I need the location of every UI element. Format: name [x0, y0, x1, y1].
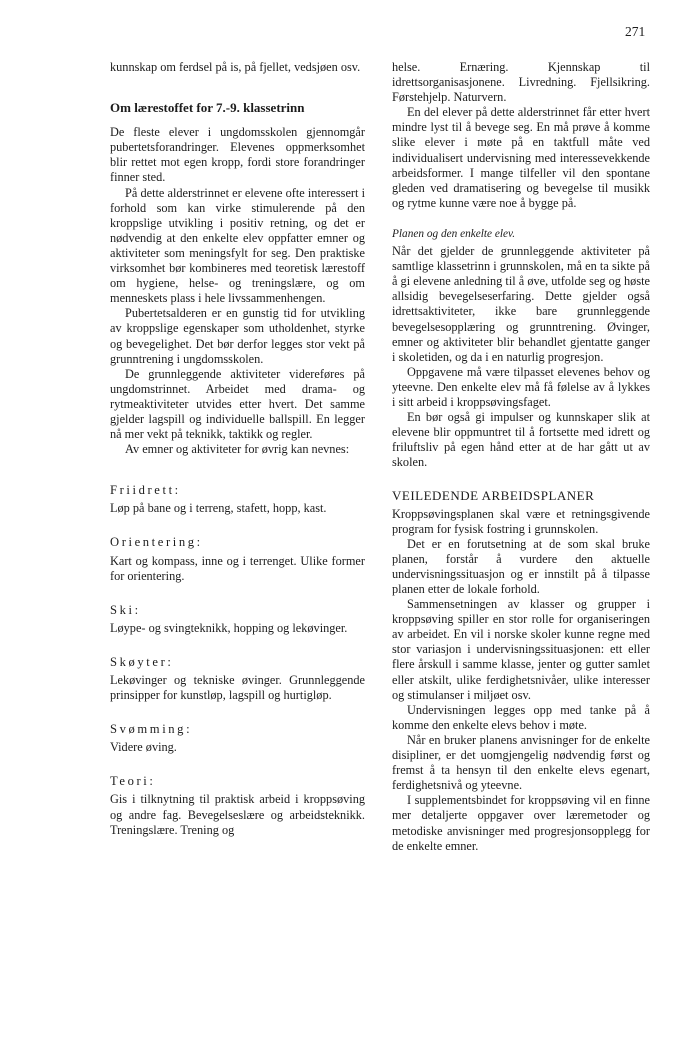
topic-text-svomming: Videre øving. [110, 740, 177, 755]
topic-heading-svomming: Svømming: [110, 722, 193, 737]
right-column [392, 60, 650, 854]
paragraph: Sammensetningen av klasser og grupper i kroppsøving spiller en stor rolle for organiseringen av arbeidet. En vil i norske skoler kunne regne med stor variasjon i undervisningssituasjonen: ett eller flere årskull i samme klasse, jenter og gutter samlet eller atskilt, ulike ferdighetsnivåer, ulike interesser og stimulanser i miljøet osv. [392, 597, 650, 702]
paragraph: Av emner og aktiviteter for øvrig kan nevnes: [125, 442, 350, 457]
italic-subheading: Planen og den enkelte elev. [392, 227, 516, 240]
topic-text-orientering: Kart og kompass, inne og i terrenget. Ulike former for orientering. [110, 553, 365, 583]
paragraph: I supplementsbindet for kroppsøving vil en finne mer detaljerte oppgaver over læremetoder og metodiske anvisninger med progresjonsopplegg for de enkelte emner. [392, 793, 650, 853]
paragraph: Oppgavene må være tilpasset elevenes behov og yteevne. Den enkelte elev må få følelse av å lykkes i sitt arbeid i kroppsøvingsfaget. [392, 364, 650, 409]
paragraph: Kroppsøvingsplanen skal være et retningsgivende program for fysisk fostring i grunnskolen. [392, 506, 650, 536]
topic-heading-friidrett: Friidrett: [110, 483, 181, 498]
paragraph: På dette alderstrinnet er elevene ofte interessert i forhold som kan virke stimulerende på den kroppslige utvikling i positiv retning, og det er nødvendig at den enkelte elev oppfatter emner og aktiviteter som meningsfylt for seg. Den praktiske virksomhet bør kombineres med teoretisk lærestoff om hygiene, helse- og treningslære, og om menneskets plass i hele livssammenhengen. [110, 185, 365, 306]
paragraph: De grunnleggende aktiviteter videreføres på ungdomstrinnet. Arbeidet med drama- og rytmeaktiviteter utvides etter hvert. Det samme gjelder lagspill og individuelle ballspill. En legger nå mer vekt på teknikk, taktikk og regler. [110, 366, 365, 442]
paragraph: Når en bruker planens anvisninger for de enkelte disipliner, er det uomgjengelig nødvendig først og fremst å ta hensyn til den enkelte elevs egenart, ferdighetsnivå og yteevne. [392, 732, 650, 793]
topic-text-friidrett: Løp på bane og i terreng, stafett, hopp, kast. [110, 501, 327, 516]
paragraph: Pubertetsalderen er en gunstig tid for utvikling av kroppslige egenskaper som utholdenhet, styrke og bevegelighet. Det bør derfor legges stor vekt på grunntrening i ungdomsskolen. [110, 306, 365, 366]
paragraph: En del elever på dette alderstrinnet får etter hvert mindre lyst til å bevege seg. En må prøve å komme slike elever i møte på en taktfull måte ved individualisert undervisning med interessevekkende arbeidsformer. I mange tilfeller vil den spontane gleden ved dramatisering og bevegelse til musikk og rytme kunne være noe å bygge på. [392, 105, 650, 210]
section-heading-laerestoffet: Om lærestoffet for 7.-9. klassetrinn [110, 100, 305, 116]
topic-text-ski: Løype- og svingteknikk, hopping og lekøvinger. [110, 620, 348, 635]
intro-text: kunnskap om ferdsel på is, på fjellet, vedsjøen osv. [110, 60, 361, 74]
paragraph: Undervisningen legges opp med tanke på å komme den enkelte elevs behov i møte. [392, 702, 650, 732]
left-column [110, 60, 365, 838]
topic-text-skoyter: Lekøvinger og tekniske øvinger. Grunnleggende prinsipper for kunstløp, lagspill og hurtigløp. [110, 673, 365, 703]
topic-heading-ski: Ski: [110, 602, 141, 617]
paragraph: Når det gjelder de grunnleggende aktiviteter på samtlige klassetrinn i grunnskolen, må en ta sikte på å gi elevene anledning til å øve, utfolde seg og høste allsidig bevegelseserfaring. Dette gjelder også idrettsaktiviteter, ikke bare grunnleggende bevegelsesopplæring og grunntrening. Øvinger, emner og aktiviteter blir behandlet gjentatte ganger i skoletiden, og da i en naturlig progresjon. [392, 244, 650, 364]
section-heading-arbeidsplaner: VEILEDENDE ARBEIDSPLANER [392, 488, 595, 504]
topic-text-teori: Gis i tilknytning til praktisk arbeid i kroppsøving og andre fag. Bevegelseslære og arbeidsteknikk. Treningslære. Trening og [110, 792, 365, 837]
page-number: 271 [625, 24, 646, 39]
topic-heading-teori: Teori: [110, 774, 156, 789]
paragraph: Det er en forutsetning at de som skal bruke planen, forstår å vurdere den aktuelle undervisningssituasjon og er innstilt på å tilpasse planen etter de lokale forhold. [392, 536, 650, 596]
topic-heading-orientering: Orientering: [110, 535, 203, 550]
paragraph: De fleste elever i ungdomsskolen gjennomgår pubertetsforandringer. Elevenes oppmerksomhet blir rettet mot egen kropp, fordi store forandringer finner sted. [110, 125, 365, 185]
continuation-text: helse. Ernæring. Kjennskap til idrettsorganisasjonene. Livredning. Fjellsikring. Førstehjelp. Naturvern. [392, 60, 650, 105]
topic-heading-skoyter: Skøyter: [110, 654, 174, 669]
paragraph: En bør også gi impulser og kunnskaper slik at elevene blir oppmuntret til å fortsette med idrett og friluftsliv på egen hånd etter at de har gått ut av skolen. [392, 410, 650, 470]
